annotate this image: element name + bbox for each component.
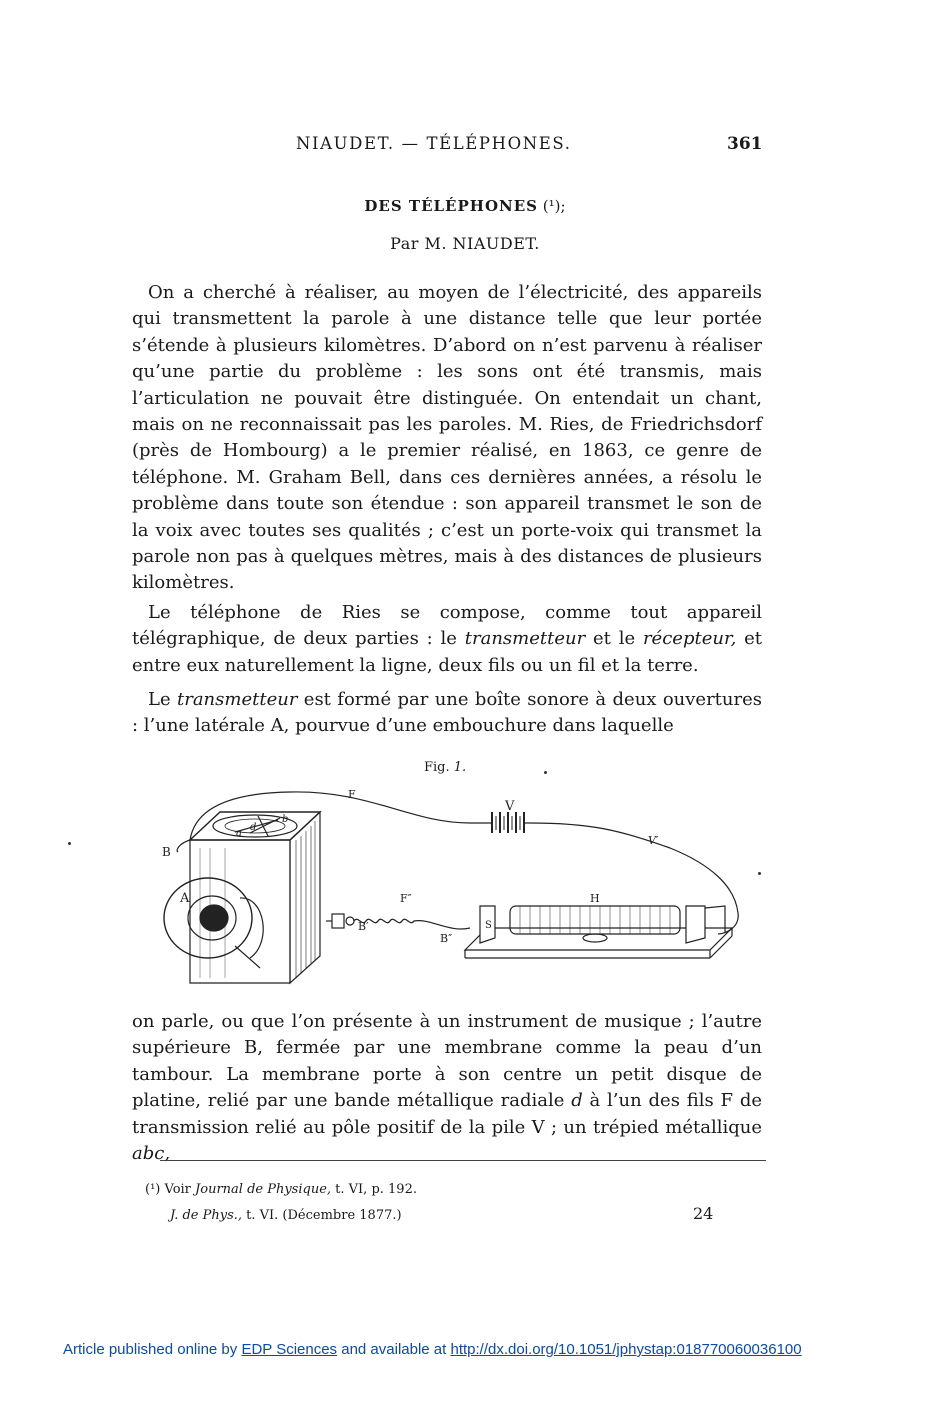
term-transmetteur: transmetteur	[464, 628, 586, 650]
paragraph-3-part-a: Le	[148, 689, 177, 710]
figure-label-prefix: Fig.	[424, 760, 450, 775]
footnote-1-journal: Journal de Physique,	[195, 1182, 332, 1197]
article-title	[0, 197, 930, 215]
footnote-2-journal: J. de Phys.,	[170, 1208, 243, 1223]
label-d-lower: d	[250, 822, 257, 833]
paragraph-3-text	[132, 687, 762, 740]
label-b-double-prime: B″	[440, 932, 453, 945]
print-speck	[758, 872, 761, 875]
figure-label-number: 1.	[453, 760, 467, 775]
label-f: F	[348, 788, 356, 801]
signature-mark: 24	[693, 1204, 714, 1223]
term-abc: abc,	[132, 1143, 171, 1165]
label-b-prime: B′	[358, 920, 369, 933]
paragraph-4-text	[132, 1009, 762, 1167]
article-title-text: DES TÉLÉPHONES	[364, 197, 538, 215]
label-s: S	[485, 920, 492, 931]
label-a-lower: a	[236, 828, 242, 839]
battery-v	[488, 812, 530, 833]
wire-v-prime	[530, 823, 738, 934]
term-recepteur: récepteur,	[642, 628, 737, 650]
publication-banner	[63, 1341, 802, 1358]
label-b: B	[162, 845, 171, 859]
footnote-rule	[160, 1160, 766, 1161]
paragraph-4-part-a: on parle, ou que l’on présente à un instrument de musique ; l’autre supérieure B, fermée par une membrane comme la peau d’un tambour. La membrane porte à son centre un petit disque de platine, relié par une bande métallique radiale	[132, 1011, 762, 1112]
byline: Par M. NIAUDET.	[390, 234, 540, 253]
paragraph-4	[132, 1009, 762, 1167]
label-v: V	[505, 799, 515, 814]
publisher-link[interactable]: EDP Sciences	[241, 1341, 338, 1358]
paragraph-2-part-a: Le téléphone de Ries se compose, comme tout appareil télégraphique, de deux parties : le	[132, 602, 762, 650]
print-speck	[544, 771, 547, 774]
doi-link[interactable]: http://dx.doi.org/10.1051/jphystap:018770060036100	[450, 1341, 802, 1358]
paragraph-3	[132, 687, 762, 740]
print-speck	[68, 842, 71, 845]
banner-middle: and available at	[337, 1341, 451, 1358]
label-b-lower: b	[282, 814, 289, 825]
receiver-supports	[480, 906, 725, 943]
footnote-2-part-b: t. VI. (Décembre 1877.)	[242, 1208, 402, 1223]
paragraph-3-part-b: est formé par une boîte sonore à deux ouvertures : l’une latérale A, pourvue d’une embouchure dans laquelle	[132, 689, 762, 737]
footnote-2	[170, 1208, 402, 1223]
label-v-prime: V′	[648, 834, 659, 847]
paragraph-1	[132, 280, 762, 597]
banner-prefix: Article published online by	[63, 1341, 242, 1358]
footnote-1	[145, 1182, 417, 1197]
paragraph-4-part-b: à l’un des fils F de transmission relié au pôle positif de la pile V ; un trépied métallique	[132, 1090, 762, 1138]
footnote-1-part-a: Voir	[164, 1182, 196, 1197]
footnote-1-marker: (¹)	[145, 1182, 161, 1197]
label-h: H	[590, 892, 600, 905]
paragraph-1-text: On a cherché à réaliser, au moyen de l’électricité, des appareils qui transmettent la parole à une distance telle que leur portée s’étende à plusieurs kilomètres. D’abord on n’est parvenu à réaliser qu’une partie du problème : les sons ont été transmis, mais l’articulation ne pouvait être distinguée. On entendait un chant, mais on ne reconnaissait pas les paroles. M. Ries, de Friedrichsdorf (près de Hombourg) a le premier réalisé, en 1863, ce genre de téléphone. M. Graham Bell, dans ces dernières années, a résolu le problème dans toute son étendue : son appareil transmet le son de la voix avec toutes ses qualités ; c’est un porte-voix qui transmet la parole non pas à quelques mètres, mais à des distances de plusieurs kilomètres.	[132, 282, 762, 594]
telephone-illustration	[150, 778, 750, 1003]
title-footnote-ref: (¹);	[542, 197, 566, 215]
running-title: NIAUDET. — TÉLÉPHONES.	[296, 134, 572, 153]
binding-screw-b-prime	[326, 914, 354, 928]
wire-b	[177, 840, 190, 852]
label-f-double-prime: F″	[400, 892, 412, 905]
mouthpiece-a	[164, 878, 263, 968]
figure-label	[424, 760, 466, 775]
coil-h	[510, 906, 680, 942]
paragraph-2-part-b: et le	[585, 628, 643, 650]
wire-f-double-prime	[354, 919, 470, 929]
page-number: 361	[727, 134, 763, 154]
footnote-1-part-b: t. VI, p. 192.	[331, 1182, 417, 1197]
term-d: d	[571, 1090, 583, 1112]
paragraph-2	[132, 600, 762, 679]
paragraph-2-text	[132, 600, 762, 679]
paragraph-2-part-c: et entre eux naturellement la ligne, deux fils ou un fil et la terre.	[132, 628, 763, 676]
term-transmetteur-2: transmetteur	[176, 689, 298, 710]
label-a: A	[180, 891, 190, 906]
